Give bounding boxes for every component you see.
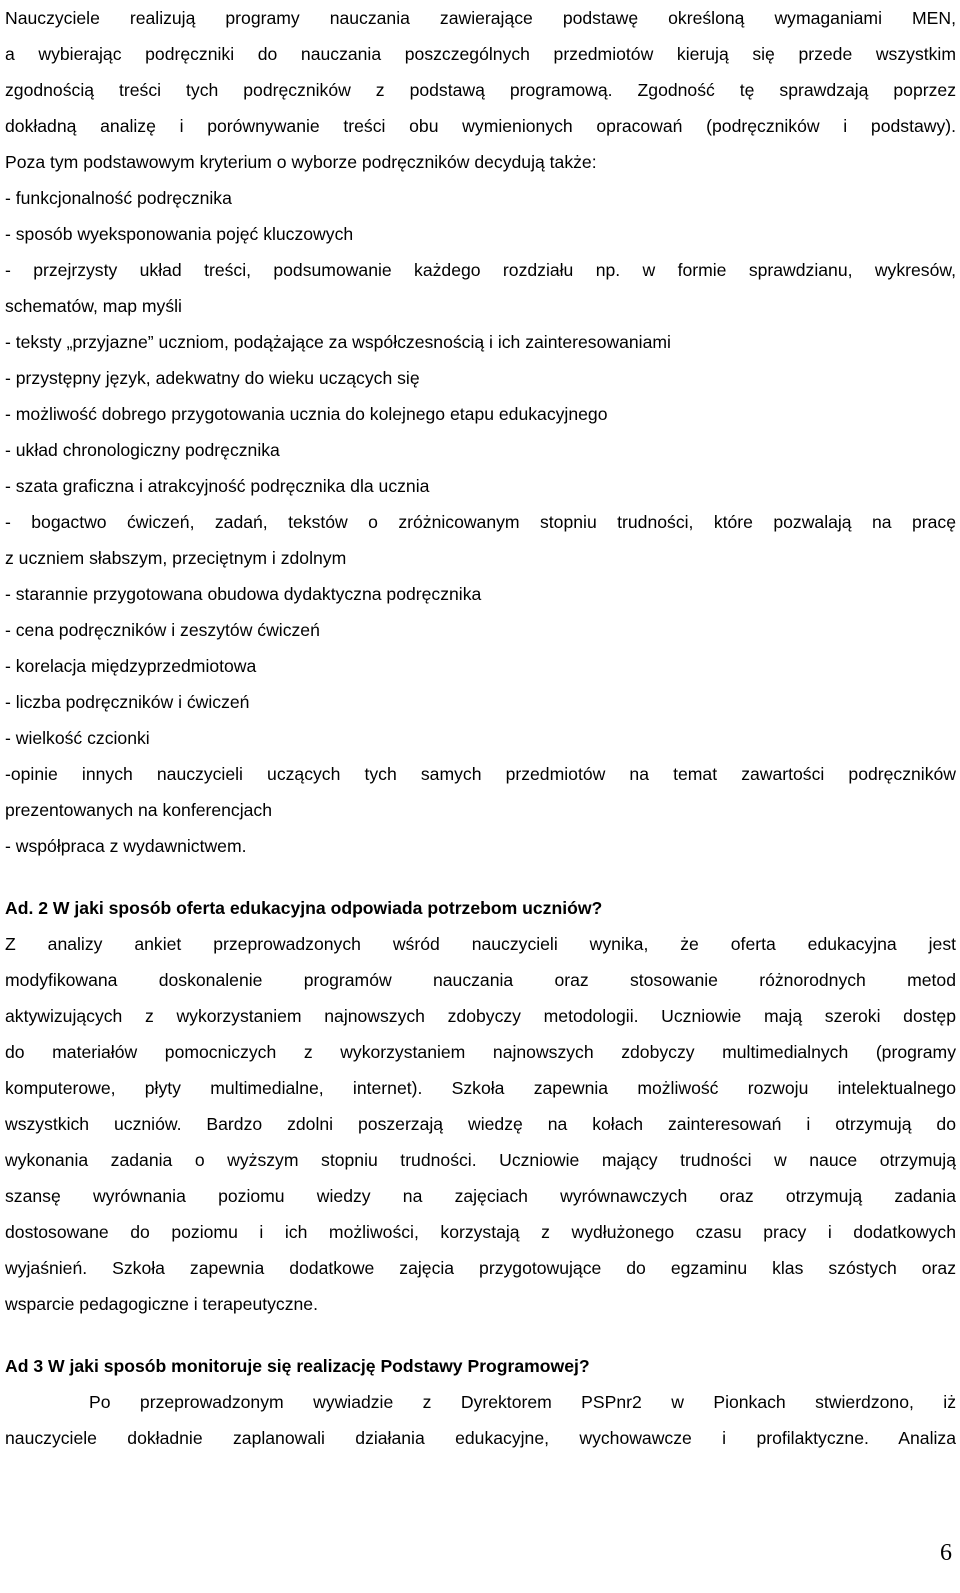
text-line: - przystępny język, adekwatny do wieku uczących się xyxy=(5,368,420,388)
text-line: - korelacja międzyprzedmiotowa xyxy=(5,656,257,676)
text-line: prezentowanych na konferencjach xyxy=(5,800,273,820)
text-line: aktywizujących z wykorzystaniem najnowszych zdobyczy metodologii. Uczniowie mają szeroki dostęp xyxy=(5,1006,956,1026)
text-line: wykonania zadania o wyższym stopniu trudności. Uczniowie mający trudności w nauce otrzymują xyxy=(5,1150,956,1170)
text-line: - cena podręczników i zeszytów ćwiczeń xyxy=(5,620,320,640)
text-line: do materiałów pomocniczych z wykorzystaniem najnowszych zdobyczy multimedialnych (programy xyxy=(5,1042,956,1062)
text-line: - liczba podręczników i ćwiczeń xyxy=(5,692,250,712)
paragraph-monitoring xyxy=(5,1384,956,1456)
text-line: wyjaśnień. Szkoła zapewnia dodatkowe zajęcia przygotowujące do egzaminu klas szóstych oraz xyxy=(5,1258,956,1278)
text-line: - bogactwo ćwiczeń, zadań, tekstów o zróżnicowanym stopniu trudności, które pozwalają na pracę xyxy=(5,512,956,532)
text-line: - sposób wyeksponowania pojęć kluczowych xyxy=(5,224,354,244)
text-line: a wybierając podręczniki do nauczania poszczególnych przedmiotów kierują się przede wszystkim xyxy=(5,44,956,64)
text-line: wszystkich uczniów. Bardzo zdolni poszerzają wiedzę na kołach zainteresowań i otrzymują do xyxy=(5,1114,956,1134)
text-line: -opinie innych nauczycieli uczących tych samych przedmiotów na temat zawartości podręczników xyxy=(5,764,956,784)
text-line: - teksty „przyjazne” uczniom, podążające za współczesnością i ich zainteresowaniami xyxy=(5,332,671,352)
text-line: z uczniem słabszym, przeciętnym i zdolnym xyxy=(5,548,347,568)
paragraph-textbook-criteria xyxy=(5,0,956,864)
text-line: - możliwość dobrego przygotowania ucznia do kolejnego etapu edukacyjnego xyxy=(5,404,608,424)
text-line: Po przeprowadzonym wywiadzie z Dyrektorem PSPnr2 w Pionkach stwierdzono, iż xyxy=(89,1392,956,1412)
document-page xyxy=(5,0,956,1456)
section-heading-ad3: Ad 3 W jaki sposób monitoruje się realizację Podstawy Programowej? xyxy=(5,1356,590,1376)
text-line: - funkcjonalność podręcznika xyxy=(5,188,232,208)
spacer xyxy=(5,864,956,890)
text-line: Nauczyciele realizują programy nauczania zawierające podstawę określoną wymaganiami MEN, xyxy=(5,8,956,28)
text-line: Z analizy ankiet przeprowadzonych wśród nauczycieli wynika, że oferta edukacyjna jest xyxy=(5,934,956,954)
text-line: schematów, map myśli xyxy=(5,296,182,316)
text-line: szansę wyrównania poziomu wiedzy na zajęciach wyrównawczych oraz otrzymują zadania xyxy=(5,1186,956,1206)
text-line: - starannie przygotowana obudowa dydaktyczna podręcznika xyxy=(5,584,482,604)
text-line: - szata graficzna i atrakcyjność podręcznika dla ucznia xyxy=(5,476,430,496)
text-line: - wielkość czcionki xyxy=(5,728,150,748)
text-line: dostosowane do poziomu i ich możliwości, korzystają z wydłużonego czasu pracy i dodatkowych xyxy=(5,1222,956,1242)
text-line: - układ chronologiczny podręcznika xyxy=(5,440,280,460)
text-line: nauczyciele dokładnie zaplanowali działania edukacyjne, wychowawcze i profilaktyczne. Analiza xyxy=(5,1428,956,1448)
text-line: zgodnością treści tych podręczników z podstawą programową. Zgodność tę sprawdzają poprzez xyxy=(5,80,956,100)
text-line: - przejrzysty układ treści, podsumowanie każdego rozdziału np. w formie sprawdzianu, wykresów, xyxy=(5,260,956,280)
page-number: 6 xyxy=(940,1540,952,1566)
paragraph-educational-offer xyxy=(5,926,956,1322)
text-line: Poza tym podstawowym kryterium o wyborze podręczników decydują także: xyxy=(5,152,597,172)
text-line: - współpraca z wydawnictwem. xyxy=(5,836,247,856)
text-line: modyfikowana doskonalenie programów nauczania oraz stosowanie różnorodnych metod xyxy=(5,970,956,990)
text-line: dokładną analizę i porównywanie treści obu wymienionych opracowań (podręczników i podstawy). xyxy=(5,116,956,136)
section-heading-ad2: Ad. 2 W jaki sposób oferta edukacyjna odpowiada potrzebom uczniów? xyxy=(5,898,603,918)
spacer xyxy=(5,1322,956,1348)
text-line: komputerowe, płyty multimedialne, internet). Szkoła zapewnia możliwość rozwoju intelektualnego xyxy=(5,1078,956,1098)
text-line: wsparcie pedagogiczne i terapeutyczne. xyxy=(5,1294,318,1314)
